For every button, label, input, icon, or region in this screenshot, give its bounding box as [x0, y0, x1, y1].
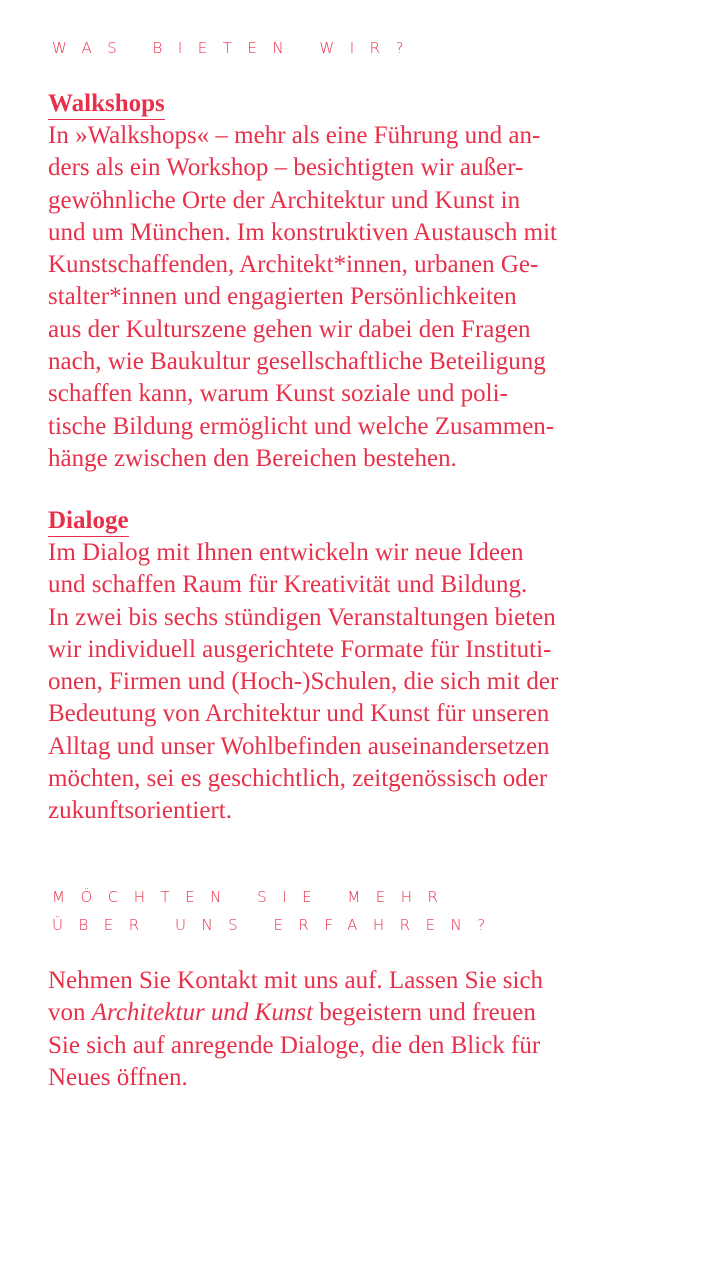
walkshops-line: Kunstschaffenden, Architekt*innen, urbanen Ge- [48, 251, 539, 279]
walkshops-line: stalter*innen und engagierten Persönlichkeiten [48, 283, 517, 311]
walkshops-line: schaffen kann, warum Kunst soziale und poli- [48, 380, 508, 408]
walkshops-line: gewöhnliche Orte der Architektur und Kunst in [48, 186, 521, 214]
contact-line-2-post: begeistern und freuen [313, 999, 536, 1027]
dialoge-line: möchten, sei es geschichtlich, zeitgenössisch oder [48, 765, 548, 793]
contact-line-3: Sie sich auf anregende Dialoge, die den Blick für [48, 1031, 541, 1059]
dialoge-line: zukunftsorientiert. [48, 797, 232, 825]
contact-line-2-pre: von [48, 999, 92, 1027]
dialoge-line: onen, Firmen und (Hoch-)Schulen, die sich mit der [48, 668, 559, 696]
contact-emphasis: Architektur und Kunst [91, 999, 314, 1027]
dialoge-line: wir individuell ausgerichtete Formate für Instituti- [48, 635, 552, 663]
heading-more-line-2: ÜBER UNS ERFAHREN? [52, 916, 501, 934]
contact-body [48, 965, 543, 1094]
walkshops-line: ders als ein Workshop – besichtigten wir außer- [48, 154, 524, 182]
walkshops-body [48, 120, 557, 475]
walkshops-line: nach, wie Baukultur gesellschaftliche Beteiligung [48, 348, 546, 376]
walkshops-line: aus der Kulturszene gehen wir dabei den Fragen [48, 315, 531, 343]
walkshops-section [48, 89, 557, 475]
dialoge-body [48, 537, 558, 828]
dialoge-line: Im Dialog mit Ihnen entwickeln wir neue Ideen [48, 539, 524, 566]
contact-line-1: Nehmen Sie Kontakt mit uns auf. Lassen Sie sich [48, 967, 544, 994]
dialoge-line: Bedeutung von Architektur und Kunst für unseren [48, 700, 550, 728]
dialoge-title: Dialoge [48, 506, 129, 537]
walkshops-line: tische Bildung ermöglicht und welche Zusammen- [48, 412, 555, 440]
dialoge-section [48, 506, 558, 828]
heading-more-line-1: MÖCHTEN SIE MEHR [52, 888, 454, 906]
walkshops-line: In »Walkshops« – mehr als eine Führung und an- [48, 122, 541, 149]
dialoge-line: In zwei bis sechs stündigen Veranstaltungen bieten [48, 603, 556, 631]
section-heading-more [52, 883, 501, 939]
section-heading-offer: WAS BIETEN WIR? [52, 39, 420, 57]
contact-section [48, 965, 543, 1094]
contact-line-4: Neues öffnen. [48, 1063, 188, 1091]
walkshops-title: Walkshops [48, 89, 165, 120]
dialoge-line: und schaffen Raum für Kreativität und Bildung. [48, 571, 528, 599]
dialoge-line: Alltag und unser Wohlbefinden auseinandersetzen [48, 732, 550, 760]
walkshops-line: und um München. Im konstruktiven Austausch mit [48, 218, 557, 246]
walkshops-line: hänge zwischen den Bereichen bestehen. [48, 444, 457, 472]
